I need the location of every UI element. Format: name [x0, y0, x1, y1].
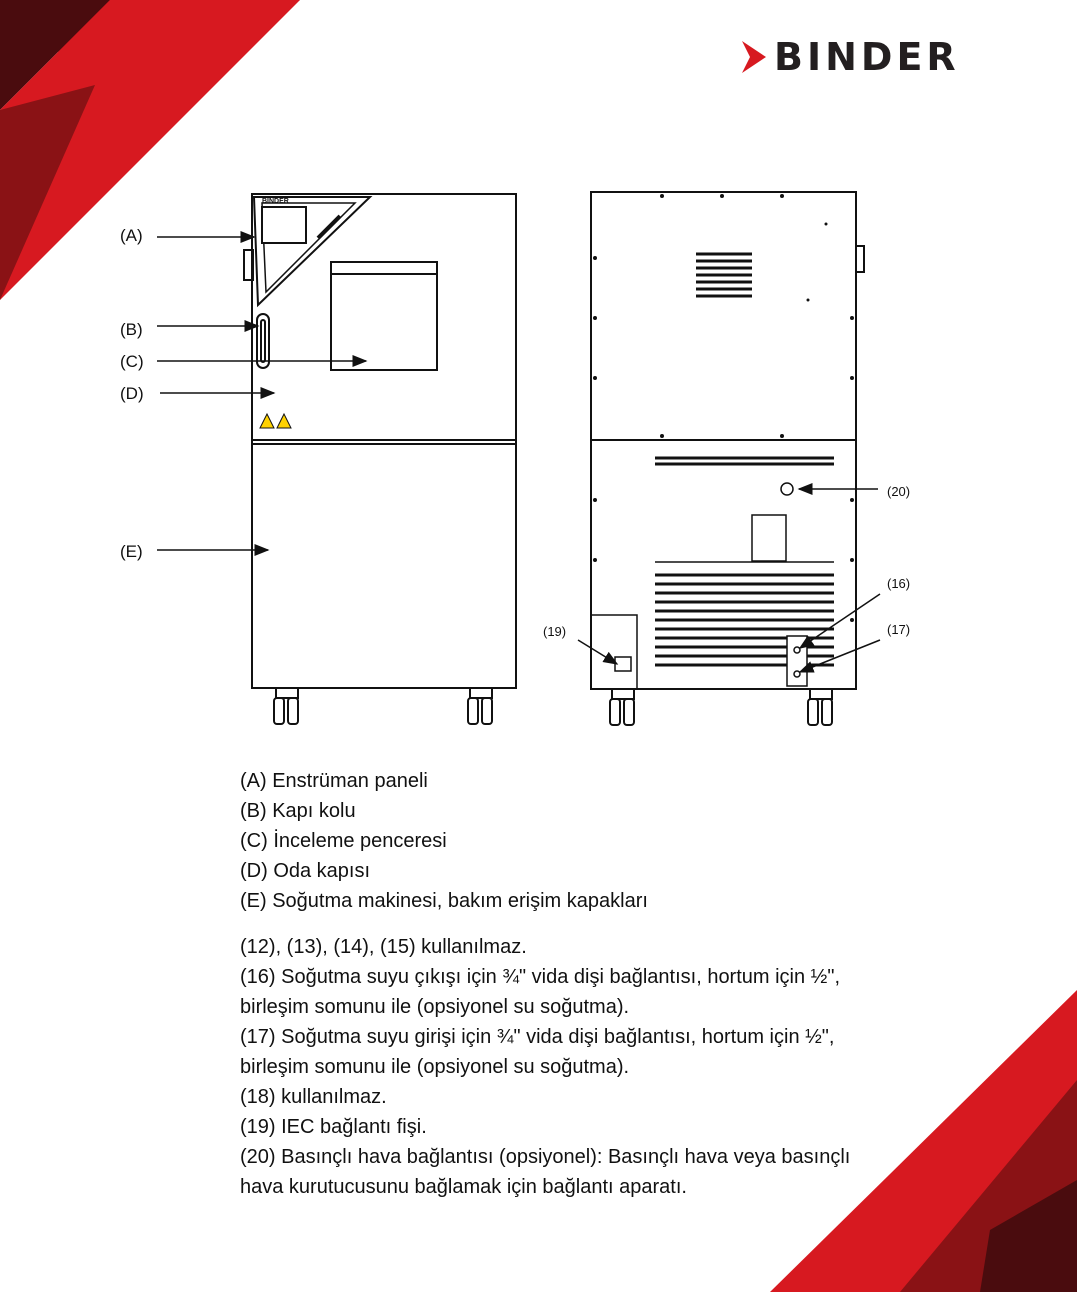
caster	[468, 688, 492, 724]
note-line: birleşim somunu ile (opsiyonel su soğutma).	[240, 1056, 630, 1078]
upper-vent	[696, 254, 752, 296]
label-d: (D)	[120, 384, 144, 403]
legend	[240, 766, 648, 916]
legend-item: (A) Enstrüman paneli	[240, 770, 428, 792]
label-16: (16)	[887, 576, 911, 591]
note-line: birleşim somunu ile (opsiyonel su soğutma).	[240, 996, 630, 1018]
rear-hinge	[856, 246, 864, 272]
note-line: (20) Basınçlı hava bağlantısı (opsiyonel): Basınçlı hava veya basınçlı	[240, 1146, 851, 1168]
logo-text: BINDER	[774, 35, 960, 79]
note-line: (19) IEC bağlantı fişi.	[240, 1116, 427, 1138]
label-17: (17)	[887, 622, 911, 637]
inspection-window	[331, 262, 437, 370]
caster	[808, 689, 832, 725]
note-line: (12), (13), (14), (15) kullanılmaz.	[240, 936, 527, 958]
note-line: (16) Soğutma suyu çıkışı için ¾" vida dişi bağlantısı, hortum için ½",	[240, 966, 841, 988]
note-line: (17) Soğutma suyu girişi için ¾" vida dişi bağlantısı, hortum için ½",	[240, 1026, 835, 1048]
notes	[240, 932, 940, 1202]
note-line: hava kurutucusunu bağlamak için bağlantı aparatı.	[240, 1176, 687, 1198]
label-19: (19)	[543, 624, 567, 639]
label-a: (A)	[120, 226, 143, 245]
water-connection-plate	[787, 636, 807, 686]
front-view	[244, 194, 516, 724]
legend-item: (C) İnceleme penceresi	[240, 830, 447, 852]
label-b: (B)	[120, 320, 143, 339]
legend-item: (E) Soğutma makinesi, bakım erişim kapakları	[240, 890, 648, 912]
caster	[610, 689, 634, 725]
legend-item: (B) Kapı kolu	[240, 800, 356, 822]
panel-display	[262, 207, 306, 243]
rear-view	[591, 192, 864, 725]
panel-brand-text: BINDER	[262, 198, 289, 205]
note-line: (18) kullanılmaz.	[240, 1086, 387, 1108]
caster	[274, 688, 298, 724]
label-20: (20)	[887, 484, 911, 499]
label-e: (E)	[120, 542, 143, 561]
label-c: (C)	[120, 352, 144, 371]
legend-item: (D) Oda kapısı	[240, 860, 371, 882]
